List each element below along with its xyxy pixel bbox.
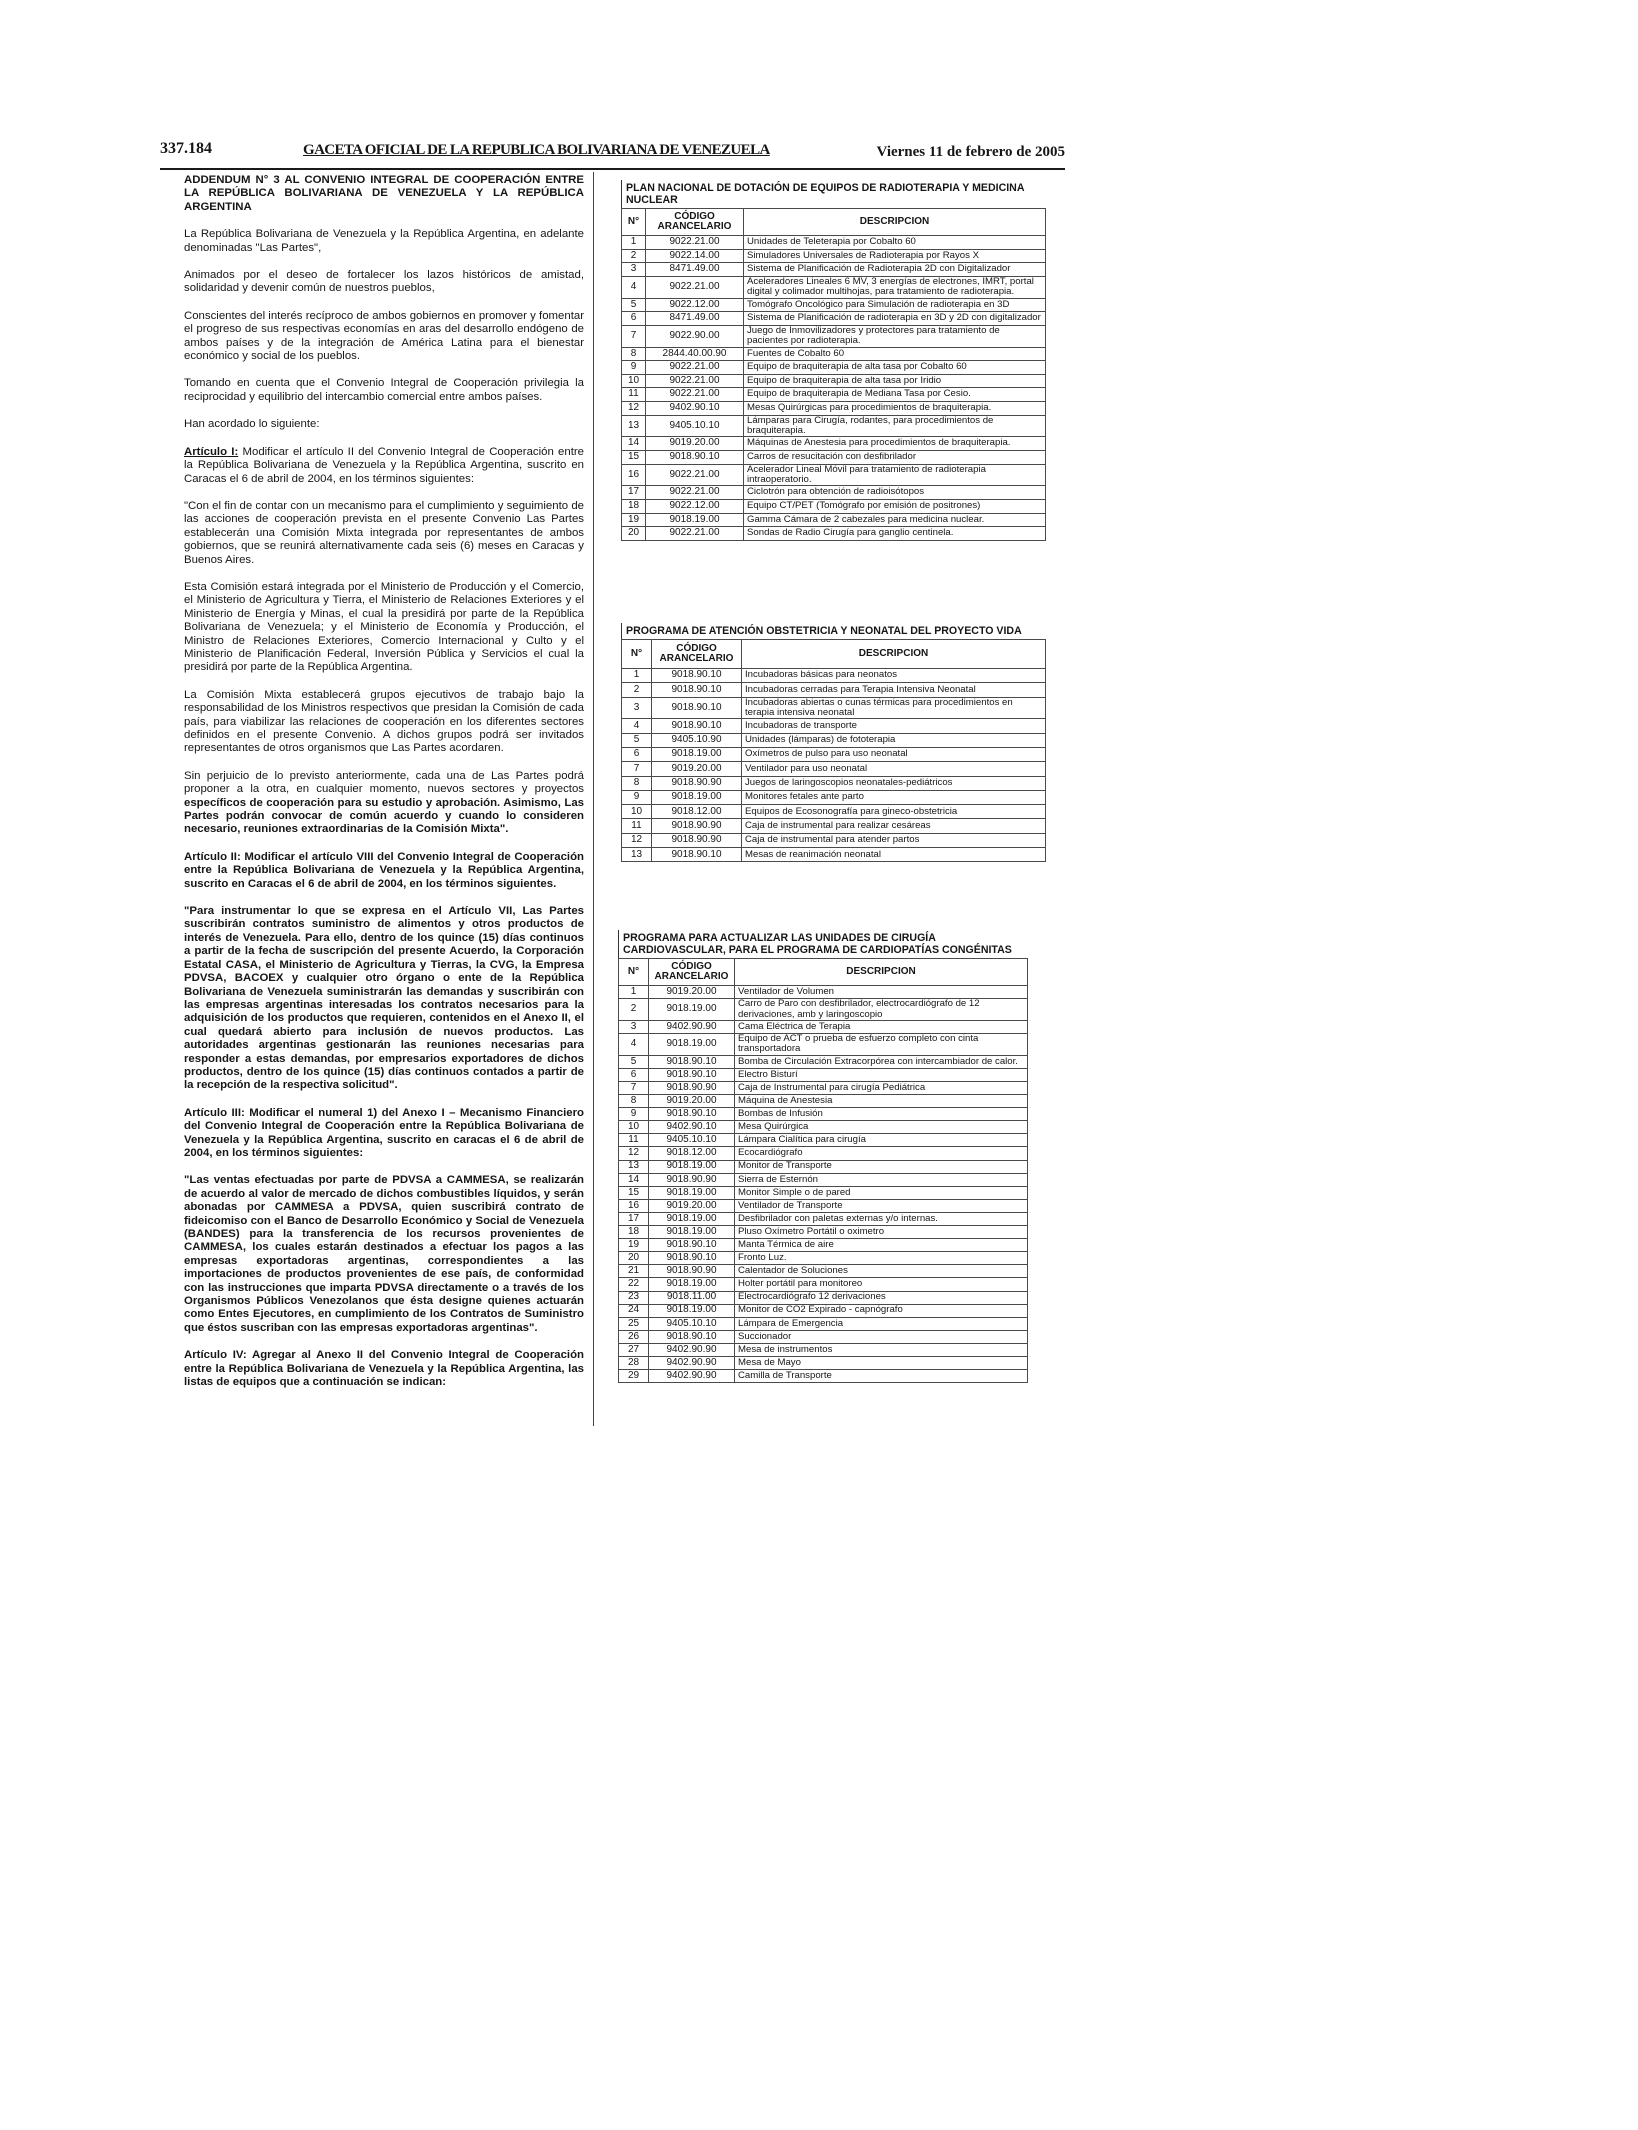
item-description: Incubadoras cerradas para Terapia Intensiva Neonatal [742, 683, 1046, 697]
row-number: 16 [622, 464, 646, 486]
tariff-code: 9018.90.90 [649, 1173, 735, 1186]
tariff-code: 9018.90.10 [649, 1108, 735, 1121]
item-description: Caja de instrumental para atender partos [742, 833, 1046, 847]
equipment-table [621, 208, 1046, 541]
quote-paragraph: Esta Comisión estará integrada por el Ministerio de Producción y el Comercio, el Ministerio de Agricultura y Tierra, el Ministerio de Relaciones Exteriores y el Ministerio de Energía y Minas, el cual la presidirá por parte de la República Bolivariana de Venezuela; y el Ministerio de Economía y Producción, el Ministro de Relaciones Exteriores, Comercio Internacional y Culto y el Ministerio de Planificación Federal, Inversión Pública y Servicios el cual la presidirá por parte de la República Argentina. [184, 580, 584, 674]
item-description: Lámpara Cialítica para cirugía [735, 1134, 1028, 1147]
table-row [622, 388, 1046, 402]
item-description: Bombas de Infusión [735, 1108, 1028, 1121]
table-row [622, 748, 1046, 762]
table-row [619, 1265, 1028, 1278]
item-description: Unidades de Teleterapia por Cobalto 60 [744, 236, 1046, 250]
item-description: Mesas Quirúrgicas para procedimientos de braquiterapia. [744, 401, 1046, 415]
row-number: 14 [622, 437, 646, 451]
item-description: Gamma Cámara de 2 cabezales para medicina nuclear. [744, 513, 1046, 527]
tariff-code: 9019.20.00 [649, 1199, 735, 1212]
table-row [619, 1134, 1028, 1147]
row-number: 27 [619, 1343, 649, 1356]
table-row [622, 249, 1046, 263]
row-number: 9 [619, 1108, 649, 1121]
tariff-code: 9405.10.10 [649, 1317, 735, 1330]
item-description: Máquina de Anestesia [735, 1095, 1028, 1108]
tariff-code: 9018.90.10 [649, 1068, 735, 1081]
table-row [622, 450, 1046, 464]
tariff-code: 9018.19.00 [652, 748, 742, 762]
row-number: 1 [619, 986, 649, 999]
item-description: Juego de Inmovilizadores y protectores para tratamiento de pacientes por radioterapia. [744, 325, 1046, 347]
item-description: Incubadoras abiertas o cunas térmicas para procedimientos en terapia intensiva neonatal [742, 697, 1046, 719]
tariff-code: 9402.90.90 [649, 1020, 735, 1033]
row-number: 10 [619, 1121, 649, 1134]
tariff-code: 9402.90.10 [646, 401, 744, 415]
table-row [622, 486, 1046, 500]
article-3: Artículo III: Modificar el numeral 1) del Anexo I – Mecanismo Financiero del Convenio Integral de Cooperación entre la República Bolivariana de Venezuela y la República Argentina, suscrito en caracas el 6 de abril de 2004, en los términos siguientes: [184, 1106, 584, 1159]
tariff-code: 9018.90.90 [652, 776, 742, 790]
item-description: Ciclotrón para obtención de radioisótopos [744, 486, 1046, 500]
tariff-code: 9402.90.10 [649, 1121, 735, 1134]
table-row [622, 776, 1046, 790]
row-number: 7 [619, 1082, 649, 1095]
table-row [619, 986, 1028, 999]
table-row [619, 1343, 1028, 1356]
column-header-code: CÓDIGO ARANCELARIO [649, 959, 735, 986]
item-description: Mesa de Mayo [735, 1356, 1028, 1369]
table-row [622, 697, 1046, 719]
item-description: Pluso Oxímetro Portátil o oximetro [735, 1226, 1028, 1239]
row-number: 18 [622, 499, 646, 513]
paragraph: Tomando en cuenta que el Convenio Integral de Cooperación privilegia la reciprocidad y equilibrio del intercambio comercial entre ambos países. [184, 377, 584, 403]
paragraph: La República Bolivariana de Venezuela y la República Argentina, en adelante denominadas "Las Partes", [184, 228, 584, 254]
item-description: Carro de Paro con desfibrilador, electrocardiógrafo de 12 derivaciones, amb y laringoscopio [735, 999, 1028, 1021]
row-number: 6 [619, 1068, 649, 1081]
item-description: Equipos de Ecosonografía para gineco-obstetricia [742, 805, 1046, 819]
item-description: Ventilador de Transporte [735, 1199, 1028, 1212]
tariff-code: 9018.19.00 [649, 1304, 735, 1317]
tariff-code: 9018.90.10 [649, 1055, 735, 1068]
paragraph: Han acordado lo siguiente: [184, 418, 320, 431]
quote-paragraph: "Las ventas efectuadas por parte de PDVSA a CAMMESA, se realizarán de acuerdo al valor de mercado de dichos combustibles líquidos, y serán abonadas por CAMMESA a PDVSA, quien suscribirá contrato de fideicomiso con el Banco de Desarrollo Económico y Social de Venezuela (BANDES) para la transferencia de los recursos provenientes de CAMMESA, los cuales estarán destinados a efectuar los pagos a las empresas exportadoras argentinas, correspondientes a las importaciones de productos provenientes de ese país, de conformidad con las instrucciones que imparta PDVSA directamente o a través de los Organismos Públicos Venezolanos que ésta designe quienes actuarán como Entes Ejecutores, en cumplimiento de los Contratos de Suministro que éstos suscriban con las empresas exportadoras argentinas". [184, 1174, 584, 1334]
table-row [619, 1160, 1028, 1173]
item-description: Lámpara de Emergencia [735, 1317, 1028, 1330]
table-row [619, 1055, 1028, 1068]
equipment-list-cardiovascular [618, 930, 1028, 1383]
item-description: Incubadoras básicas para neonatos [742, 669, 1046, 683]
table-row [619, 1370, 1028, 1383]
article-2: Artículo II: Modificar el artículo VIII del Convenio Integral de Cooperación entre la República Bolivariana de Venezuela y la República Argentina, suscrito en Caracas el 6 de abril de 2004, en los términos siguientes. [184, 850, 584, 890]
table-row [622, 833, 1046, 847]
paragraph: Animados por el deseo de fortalecer los lazos históricos de amistad, solidaridad y devenir común de nuestros pueblos, [184, 269, 584, 295]
equipment-list-radiotherapy [621, 180, 1046, 541]
table-row [619, 1330, 1028, 1343]
item-description: Cama Eléctrica de Terapia [735, 1020, 1028, 1033]
row-number: 2 [622, 249, 646, 263]
table-row [619, 1304, 1028, 1317]
column-header-number: N° [622, 640, 652, 669]
tariff-code: 9018.90.10 [652, 683, 742, 697]
item-description: Monitor de Transporte [735, 1160, 1028, 1173]
table-row [619, 1068, 1028, 1081]
article-4 [184, 1349, 584, 1389]
item-description: Holter portátil para monitoreo [735, 1278, 1028, 1291]
tariff-code: 9019.20.00 [649, 986, 735, 999]
article-1-text: Modificar el artículo II del Convenio Integral de Cooperación entre la República Bolivariana de Venezuela y la República Argentina, suscrito en Caracas el 6 de abril de 2004, en los términos siguientes: [184, 445, 585, 485]
row-number: 18 [619, 1226, 649, 1239]
row-number: 7 [622, 762, 652, 776]
item-description: Caja de instrumental para realizar cesáreas [742, 819, 1046, 833]
tariff-code: 9022.14.00 [646, 249, 744, 263]
table-row [622, 347, 1046, 361]
table-row [619, 1121, 1028, 1134]
item-description: Equipo CT/PET (Tomógrafo por emisión de positrones) [744, 499, 1046, 513]
item-description: Incubadoras de transporte [742, 719, 1046, 733]
item-description: Calentador de Soluciones [735, 1265, 1028, 1278]
document-title: ADDENDUM N° 3 AL CONVENIO INTEGRAL DE COOPERACIÓN ENTRE LA REPÚBLICA BOLIVARIANA DE VENEZUELA Y LA REPÚBLICA ARGENTINA [184, 174, 584, 213]
tariff-code: 9018.19.00 [649, 1034, 735, 1056]
table-row [619, 1252, 1028, 1265]
table-row [622, 374, 1046, 388]
table-row [619, 1020, 1028, 1033]
quote-paragraph: "Con el fin de contar con un mecanismo para el cumplimiento y seguimiento de las acciones de cooperación prevista en el presente Convenio Las Partes establecerán una Comisión Mixta integrada por representantes de ambos gobiernos, que se reunirá alternativamente cada seis (6) meses en Caracas y Buenos Aires. [184, 499, 584, 566]
tariff-code: 9022.21.00 [646, 361, 744, 375]
table-row [619, 999, 1028, 1021]
table-body [622, 669, 1046, 862]
row-number: 3 [622, 697, 652, 719]
table-row [622, 401, 1046, 415]
row-number: 8 [619, 1095, 649, 1108]
item-description: Sistema de Planificación de Radioterapia 2D con Digitalizador [744, 263, 1046, 277]
row-number: 5 [622, 733, 652, 747]
item-description: Acelerador Lineal Móvil para tratamiento de radioterapia intraoperatorio. [744, 464, 1046, 486]
row-number: 14 [619, 1173, 649, 1186]
tariff-code: 9019.20.00 [649, 1095, 735, 1108]
item-description: Simuladores Universales de Radioterapia por Rayos X [744, 249, 1046, 263]
table-body [619, 986, 1028, 1383]
item-description: Fronto Luz. [735, 1252, 1028, 1265]
row-number: 11 [622, 388, 646, 402]
table-title: PROGRAMA DE ATENCIÓN OBSTETRICIA Y NEONATAL DEL PROYECTO VIDA [621, 623, 1046, 639]
row-number: 10 [622, 374, 646, 388]
quote-paragraph: "Para instrumentar lo que se expresa en el Artículo VII, Las Partes suscribirán contratos suministro de alimentos y otros productos de interés de Venezuela. Para ello, dentro de los quince (15) días continuos a partir de la fecha de suscripción del presente Acuerdo, la Corporación Estatal CASA, el Ministerio de Agricultura y Tierras, la CVG, la Empresa PDVSA, BACOEX y cualquier otro órgano o ente de la República Bolivariana de Venezuela suministrarán las demandas y suscribirán con las empresas argentinas interesadas los contratos necesarios para la adquisición de los productos que requieren, contenidos en el Anexo II, el cual quedará abierto para inclusión de nuevos productos. Las autoridades argentinas gestionarán las reuniones necesarias para responder a estas demandas, por empresarios exportadores de dichos productos, dentro de los quince (15) días continuos contados a partir de la recepción de la respectiva solicitud". [184, 905, 584, 1092]
row-number: 2 [619, 999, 649, 1021]
tariff-code: 9018.19.00 [649, 1160, 735, 1173]
table-row [619, 1082, 1028, 1095]
row-number: 28 [619, 1356, 649, 1369]
tariff-code: 9018.90.10 [652, 669, 742, 683]
left-column [184, 174, 584, 1403]
row-number: 13 [622, 848, 652, 862]
row-number: 9 [622, 361, 646, 375]
row-number: 20 [619, 1252, 649, 1265]
table-title: PLAN NACIONAL DE DOTACIÓN DE EQUIPOS DE RADIOTERAPIA Y MEDICINA NUCLEAR [621, 180, 1046, 208]
tariff-code: 9018.19.00 [646, 513, 744, 527]
table-row [622, 276, 1046, 298]
item-description: Succionador [735, 1330, 1028, 1343]
tariff-code: 9018.19.00 [649, 999, 735, 1021]
item-description: Electro Bisturí [735, 1068, 1028, 1081]
table-row [619, 1173, 1028, 1186]
row-number: 20 [622, 527, 646, 541]
row-number: 6 [622, 312, 646, 326]
table-row [619, 1147, 1028, 1160]
row-number: 11 [622, 819, 652, 833]
row-number: 12 [622, 401, 646, 415]
table-row [622, 762, 1046, 776]
tariff-code: 9022.12.00 [646, 298, 744, 312]
article-4-text: Agregar al Anexo II del Convenio Integral de Cooperación entre la República Bolivariana de Venezuela y la República Argentina, las listas de equipos que a continuación se indican: [184, 1349, 585, 1389]
column-header-description: DESCRIPCION [744, 209, 1046, 236]
article-4-label: Artículo IV: [184, 1349, 247, 1362]
row-number: 5 [619, 1055, 649, 1068]
tariff-code: 9018.12.00 [649, 1147, 735, 1160]
tariff-code: 9018.11.00 [649, 1291, 735, 1304]
tariff-code: 9018.19.00 [649, 1278, 735, 1291]
table-row [622, 298, 1046, 312]
row-number: 15 [622, 450, 646, 464]
row-number: 8 [622, 347, 646, 361]
row-number: 3 [619, 1020, 649, 1033]
item-description: Electrocardiógrafo 12 derivaciones [735, 1291, 1028, 1304]
tariff-code: 9022.21.00 [646, 374, 744, 388]
tariff-code: 9018.90.10 [646, 450, 744, 464]
row-number: 10 [622, 805, 652, 819]
table-row [622, 263, 1046, 277]
item-description: Tomógrafo Oncológico para Simulación de radioterapia en 3D [744, 298, 1046, 312]
tariff-code: 9018.90.10 [649, 1330, 735, 1343]
issue-date: Viernes 11 de febrero de 2005 [876, 144, 1065, 160]
table-row [622, 719, 1046, 733]
table-row [622, 513, 1046, 527]
quote-text: Sin perjuicio de lo previsto anteriormente, cada una de Las Partes podrá proponer a la otra, en cualquier momento, nuevos sectores y proyectos [184, 769, 584, 796]
item-description: Manta Térmica de aire [735, 1239, 1028, 1252]
table-row [619, 1291, 1028, 1304]
row-number: 2 [622, 683, 652, 697]
table-row [622, 669, 1046, 683]
item-description: Sistema de Planificación de radioterapia en 3D y 2D con digitalizador [744, 312, 1046, 326]
row-number: 23 [619, 1291, 649, 1304]
table-row [622, 733, 1046, 747]
tariff-code: 9405.10.10 [649, 1134, 735, 1147]
item-description: Carros de resucitación con desfibrilador [744, 450, 1046, 464]
column-header-number: N° [619, 959, 649, 986]
row-number: 9 [622, 790, 652, 804]
row-number: 13 [622, 415, 646, 437]
row-number: 29 [619, 1370, 649, 1383]
row-number: 22 [619, 1278, 649, 1291]
table-row [622, 236, 1046, 250]
tariff-code: 8471.49.00 [646, 263, 744, 277]
row-number: 5 [622, 298, 646, 312]
tariff-code: 9018.19.00 [652, 790, 742, 804]
row-number: 1 [622, 669, 652, 683]
table-row [622, 464, 1046, 486]
row-number: 17 [622, 486, 646, 500]
table-row [619, 1278, 1028, 1291]
table-row [622, 819, 1046, 833]
table-row [622, 683, 1046, 697]
table-row [622, 415, 1046, 437]
row-number: 25 [619, 1317, 649, 1330]
tariff-code: 9018.19.00 [649, 1226, 735, 1239]
tariff-code: 9402.90.90 [649, 1356, 735, 1369]
tariff-code: 9022.21.00 [646, 464, 744, 486]
tariff-code: 9022.21.00 [646, 276, 744, 298]
item-description: Oxímetros de pulso para uso neonatal [742, 748, 1046, 762]
item-description: Máquinas de Anestesia para procedimientos de braquiterapia. [744, 437, 1046, 451]
table-row [622, 325, 1046, 347]
item-description: Desfibrilador con paletas externas y/o internas. [735, 1212, 1028, 1225]
table-row [622, 527, 1046, 541]
item-description: Aceleradores Lineales 6 MV, 3 energías de electrones, IMRT, portal digital y colimador multihojas, para tratamiento de radioterapia. [744, 276, 1046, 298]
tariff-code: 9018.90.90 [649, 1082, 735, 1095]
item-description: Juegos de laringoscopios neonatales-pediátricos [742, 776, 1046, 790]
item-description: Monitores fetales ante parto [742, 790, 1046, 804]
tariff-code: 9405.10.90 [652, 733, 742, 747]
item-description: Equipo de braquiterapia de alta tasa por Cobalto 60 [744, 361, 1046, 375]
row-number: 4 [622, 719, 652, 733]
tariff-code: 9019.20.00 [646, 437, 744, 451]
column-header-code: CÓDIGO ARANCELARIO [646, 209, 744, 236]
row-number: 8 [622, 776, 652, 790]
tariff-code: 9018.90.10 [649, 1252, 735, 1265]
tariff-code: 2844.40.00.90 [646, 347, 744, 361]
table-row [619, 1239, 1028, 1252]
table-row [622, 790, 1046, 804]
page-header [160, 140, 1065, 170]
equipment-list-obstetrics [621, 623, 1046, 862]
table-row [619, 1356, 1028, 1369]
tariff-code: 9018.12.00 [652, 805, 742, 819]
row-number: 6 [622, 748, 652, 762]
page-number: 337.184 [160, 140, 212, 157]
item-description: Mesa de instrumentos [735, 1343, 1028, 1356]
paragraph: Conscientes del interés recíproco de ambos gobiernos en promover y fomentar el progreso de sus respectivas economías en aras del desarrollo endógeno de ambos países y de la integración de América Latina para el bienestar económico y social de los pueblos. [184, 309, 584, 363]
item-description: Mesa Quirúrgica [735, 1121, 1028, 1134]
table-row [619, 1095, 1028, 1108]
row-number: 3 [622, 263, 646, 277]
tariff-code: 9022.12.00 [646, 499, 744, 513]
tariff-code: 9022.21.00 [646, 388, 744, 402]
tariff-code: 9018.90.90 [649, 1265, 735, 1278]
tariff-code: 9018.90.10 [652, 848, 742, 862]
table-title: PROGRAMA PARA ACTUALIZAR LAS UNIDADES DE CIRUGÍA CARDIOVASCULAR, PARA EL PROGRAMA DE CARDIOPATÍAS CONGÉNITAS [618, 930, 1028, 958]
tariff-code: 9402.90.90 [649, 1343, 735, 1356]
item-description: Mesas de reanimación neonatal [742, 848, 1046, 862]
item-description: Lámparas para Cirugía, rodantes, para procedimientos de braquiterapia. [744, 415, 1046, 437]
item-description: Equipo de braquiterapia de alta tasa por Iridio [744, 374, 1046, 388]
item-description: Unidades (lámparas) de fototerapia [742, 733, 1046, 747]
tariff-code: 8471.49.00 [646, 312, 744, 326]
item-description: Sondas de Radio Cirugía para ganglio centinela. [744, 527, 1046, 541]
tariff-code: 9018.90.10 [649, 1239, 735, 1252]
table-row [622, 437, 1046, 451]
quote-paragraph [184, 770, 584, 837]
row-number: 11 [619, 1134, 649, 1147]
item-description: Bomba de Circulación Extracorpórea con intercambiador de calor. [735, 1055, 1028, 1068]
column-header-description: DESCRIPCION [742, 640, 1046, 669]
table-row [619, 1212, 1028, 1225]
row-number: 7 [622, 325, 646, 347]
tariff-code: 9018.19.00 [649, 1186, 735, 1199]
column-header-number: N° [622, 209, 646, 236]
column-divider [593, 172, 594, 1426]
item-description: Equipo de braquiterapia de Mediana Tasa por Cesio. [744, 388, 1046, 402]
tariff-code: 9022.21.00 [646, 236, 744, 250]
row-number: 1 [622, 236, 646, 250]
tariff-code: 9402.90.90 [649, 1370, 735, 1383]
column-header-code: CÓDIGO ARANCELARIO [652, 640, 742, 669]
table-row [619, 1186, 1028, 1199]
table-row [622, 312, 1046, 326]
row-number: 12 [622, 833, 652, 847]
table-row [619, 1034, 1028, 1056]
tariff-code: 9018.90.10 [652, 697, 742, 719]
table-row [619, 1199, 1028, 1212]
item-description: Ecocardiógrafo [735, 1147, 1028, 1160]
table-row [619, 1108, 1028, 1121]
tariff-code: 9405.10.10 [646, 415, 744, 437]
item-description: Ventilador para uso neonatal [742, 762, 1046, 776]
item-description: Ventilador de Volumen [735, 986, 1028, 999]
publication-title: GACETA OFICIAL DE LA REPUBLICA BOLIVARIANA DE VENEZUELA [303, 142, 770, 158]
article-1 [184, 446, 584, 486]
row-number: 24 [619, 1304, 649, 1317]
tariff-code: 9022.21.00 [646, 486, 744, 500]
row-number: 13 [619, 1160, 649, 1173]
row-number: 19 [619, 1239, 649, 1252]
row-number: 4 [622, 276, 646, 298]
article-1-label: Artículo I: [184, 445, 239, 458]
tariff-code: 9018.90.90 [652, 819, 742, 833]
item-description: Camilla de Transporte [735, 1370, 1028, 1383]
tariff-code: 9022.21.00 [646, 527, 744, 541]
column-header-description: DESCRIPCION [735, 959, 1028, 986]
table-row [622, 499, 1046, 513]
row-number: 16 [619, 1199, 649, 1212]
quote-paragraph: La Comisión Mixta establecerá grupos ejecutivos de trabajo bajo la responsabilidad de los Ministros respectivos que presidan la Comisión de cada país, para viabilizar las relaciones de cooperación en los diferentes sectores definidos en el presente Convenio. A dichos grupos podrá ser invitados representantes de otros organismos que Las Partes acordaren. [184, 688, 584, 755]
item-description: Sierra de Esternón [735, 1173, 1028, 1186]
item-description: Equipo de ACT o prueba de esfuerzo completo con cinta transportadora [735, 1034, 1028, 1056]
row-number: 17 [619, 1212, 649, 1225]
equipment-table [621, 639, 1046, 862]
row-number: 4 [619, 1034, 649, 1056]
item-description: Caja de Instrumental para cirugía Pediátrica [735, 1082, 1028, 1095]
item-description: Monitor de CO2 Expirado - capnógrafo [735, 1304, 1028, 1317]
item-description: Fuentes de Cobalto 60 [744, 347, 1046, 361]
row-number: 21 [619, 1265, 649, 1278]
quote-text-bold: específicos de cooperación para su estudio y aprobación. Asimismo, Las Partes podrán convocar de común acuerdo y cuando lo consideren necesario, reuniones extraordinarias de la Comisión Mixta". [184, 796, 584, 836]
table-row [622, 361, 1046, 375]
table-row [619, 1317, 1028, 1330]
tariff-code: 9022.90.00 [646, 325, 744, 347]
table-body [622, 236, 1046, 541]
table-row [622, 805, 1046, 819]
row-number: 12 [619, 1147, 649, 1160]
tariff-code: 9018.19.00 [649, 1212, 735, 1225]
tariff-code: 9018.90.90 [652, 833, 742, 847]
equipment-table [618, 958, 1028, 1383]
row-number: 19 [622, 513, 646, 527]
tariff-code: 9019.20.00 [652, 762, 742, 776]
row-number: 15 [619, 1186, 649, 1199]
row-number: 26 [619, 1330, 649, 1343]
tariff-code: 9018.90.10 [652, 719, 742, 733]
table-row [619, 1226, 1028, 1239]
item-description: Monitor Simple o de pared [735, 1186, 1028, 1199]
table-row [622, 848, 1046, 862]
